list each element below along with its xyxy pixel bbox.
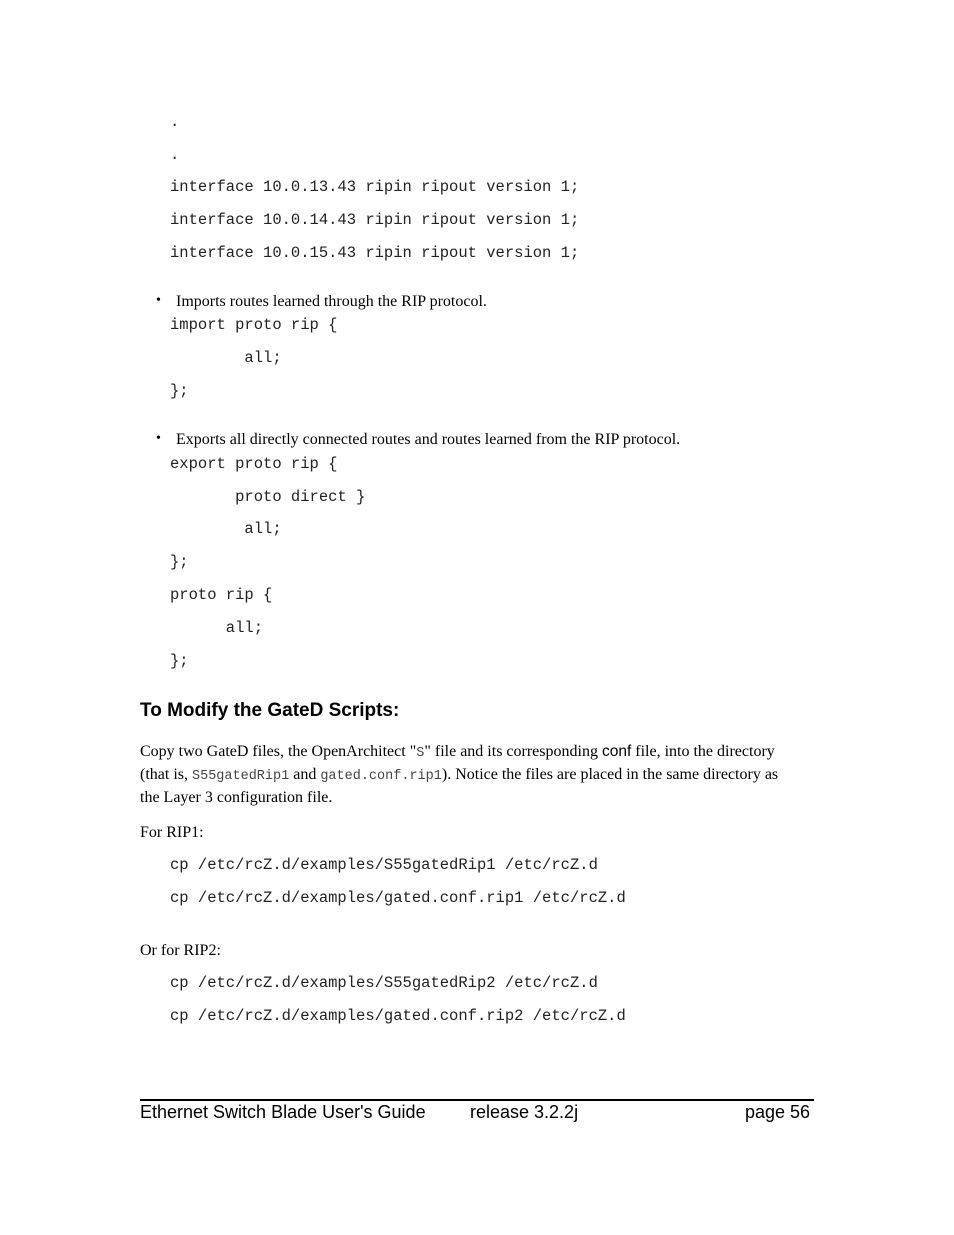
- code-line: cp /etc/rcZ.d/examples/S55gatedRip1 /etc/rcZ.d: [170, 856, 598, 874]
- code-line: cp /etc/rcZ.d/examples/S55gatedRip2 /etc/rcZ.d: [170, 974, 598, 992]
- footer-page-number: page 56: [745, 1102, 811, 1122]
- code-line: all;: [170, 349, 282, 367]
- bullet-text: Imports routes learned through the RIP protocol.: [176, 293, 487, 310]
- code-line: export proto rip {: [170, 455, 338, 473]
- bullet-icon: •: [156, 431, 161, 446]
- footer-title: Ethernet Switch Blade User's Guide: [140, 1102, 426, 1122]
- rip2-label: Or for RIP2:: [140, 942, 221, 959]
- code-line: interface 10.0.14.43 ripin ripout version 1;: [170, 211, 580, 229]
- code-line: };: [170, 382, 189, 400]
- code-line: };: [170, 652, 189, 670]
- code-line: interface 10.0.15.43 ripin ripout version 1;: [170, 244, 580, 262]
- code-line: };: [170, 553, 189, 571]
- code-line: cp /etc/rcZ.d/examples/gated.conf.rip1 /etc/rcZ.d: [170, 889, 626, 907]
- body-paragraph: Copy two GateD files, the OpenArchitect "S" file and its corresponding conf file, into the directory (that is, S55gatedRip1 and gated.conf.rip1). Notice the files are placed in the same directory as the Layer 3 configuration file.: [140, 743, 779, 806]
- bullet-text: Exports all directly connected routes and routes learned from the RIP protocol.: [176, 431, 681, 448]
- code-line: proto direct }: [170, 488, 366, 506]
- footer-release: release 3.2.2j: [470, 1102, 579, 1122]
- code-line: .: [170, 146, 180, 164]
- code-line: import proto rip {: [170, 316, 338, 334]
- code-line: all;: [170, 520, 282, 538]
- bullet-icon: •: [156, 293, 161, 308]
- rip1-label: For RIP1:: [140, 824, 204, 841]
- code-line: proto rip {: [170, 586, 273, 604]
- code-line: .: [170, 113, 180, 131]
- section-heading: To Modify the GateD Scripts:: [140, 700, 400, 721]
- code-line: all;: [170, 619, 264, 637]
- code-line: interface 10.0.13.43 ripin ripout version 1;: [170, 178, 580, 196]
- code-line: cp /etc/rcZ.d/examples/gated.conf.rip2 /etc/rcZ.d: [170, 1007, 626, 1025]
